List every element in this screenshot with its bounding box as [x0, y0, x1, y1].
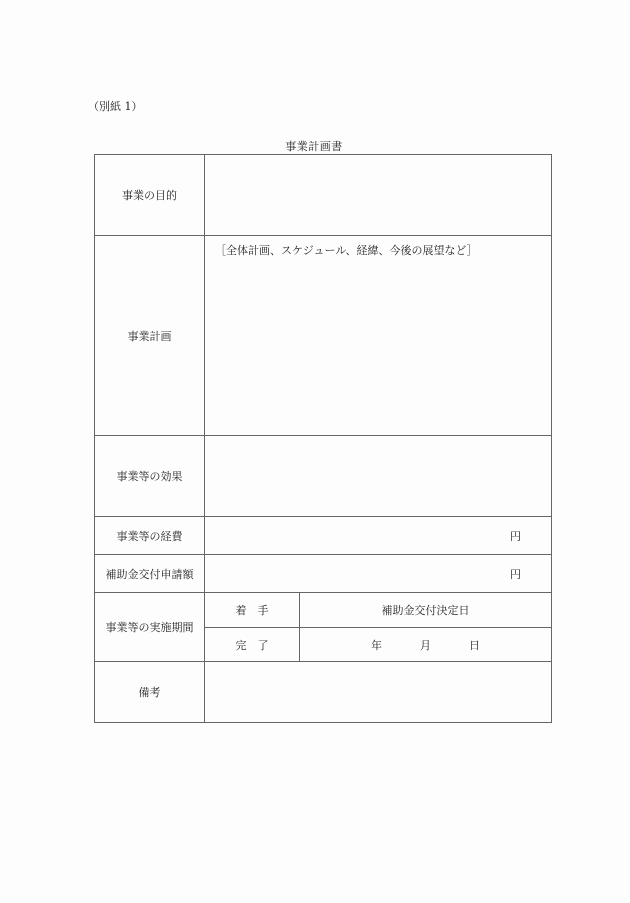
document-title: 事業計画書 [285, 140, 343, 153]
effect-field[interactable] [205, 436, 552, 517]
end-year: 年 [371, 638, 382, 652]
cost-label: 事業等の経費 [95, 517, 205, 555]
period-label: 事業等の実施期間 [95, 593, 205, 662]
subsidy-label: 補助金交付申請額 [95, 555, 205, 593]
row-remarks [95, 662, 552, 723]
business-plan-table [94, 154, 552, 723]
end-month: 月 [420, 638, 431, 652]
purpose-label: 事業の目的 [95, 155, 205, 236]
plan-label: 事業計画 [95, 236, 205, 436]
subsidy-unit: 円 [510, 567, 521, 581]
effect-label: 事業等の効果 [95, 436, 205, 517]
row-purpose [95, 155, 552, 236]
row-period-start [95, 593, 552, 628]
period-start-label: 着 手 [205, 593, 300, 628]
cost-unit: 円 [510, 529, 521, 543]
end-day: 日 [469, 638, 480, 652]
purpose-field[interactable] [205, 155, 552, 236]
cost-field[interactable] [205, 517, 552, 555]
remarks-label: 備考 [95, 662, 205, 723]
row-effect [95, 436, 552, 517]
row-cost [95, 517, 552, 555]
appendix-label: （別紙 1） [88, 100, 143, 113]
plan-field[interactable] [205, 236, 552, 436]
plan-hint: ［全体計画、スケジュール、経緯、今後の展望など］ [215, 244, 478, 257]
subsidy-field[interactable] [205, 555, 552, 593]
period-start-value[interactable]: 補助金交付決定日 [300, 593, 552, 628]
row-subsidy [95, 555, 552, 593]
remarks-field[interactable] [205, 662, 552, 723]
period-end-label: 完 了 [205, 628, 300, 662]
period-end-date[interactable] [300, 628, 552, 662]
row-plan [95, 236, 552, 436]
